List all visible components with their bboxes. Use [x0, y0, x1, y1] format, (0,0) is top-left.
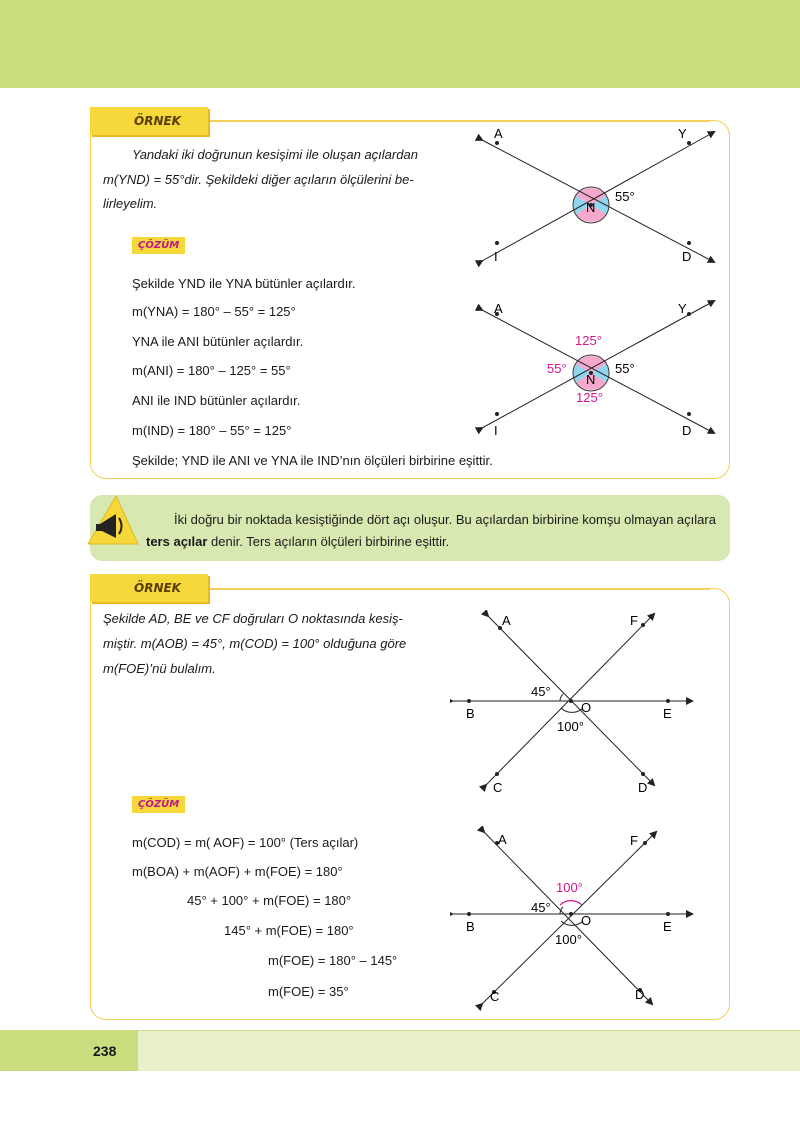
example-tab: ÖRNEK: [90, 107, 208, 135]
svg-text:125°: 125°: [576, 390, 603, 405]
three-lines-figure-solved: [450, 826, 700, 1011]
svg-text:O: O: [581, 913, 592, 928]
svg-text:I: I: [494, 423, 498, 438]
solution-line: m(IND) = 180° – 55° = 125°: [132, 423, 292, 438]
svg-text:A: A: [498, 832, 507, 847]
solution-line: m(COD) = m( AOF) = 100° (Ters açılar): [132, 835, 359, 850]
svg-text:E: E: [663, 919, 672, 934]
svg-text:N: N: [586, 372, 596, 387]
key-term: ters açılar: [146, 534, 208, 549]
point-label: A: [494, 126, 503, 141]
example-text-line: m(FOE)’nü bulalım.: [103, 661, 216, 676]
angle-label: 55°: [615, 189, 635, 204]
svg-text:B: B: [466, 706, 475, 721]
svg-text:D: D: [635, 987, 645, 1002]
intersecting-lines-figure-solved: [470, 296, 720, 446]
point-label: D: [682, 249, 692, 264]
svg-text:E: E: [663, 706, 672, 721]
svg-text:55°: 55°: [547, 361, 567, 376]
svg-text:Y: Y: [678, 301, 687, 316]
info-text: İki doğru bir noktada kesiştiğinde dört açı oluşur. Bu açılardan birbirine komşu olmayan açılara ters açılar denir. Ters açıların ölçüleri birbirine eşittir.: [146, 512, 716, 549]
svg-text:D: D: [638, 780, 648, 795]
svg-text:100°: 100°: [557, 719, 584, 734]
solution-line: m(YNA) = 180° – 55° = 125°: [132, 304, 296, 319]
solution-line: ANI ile IND bütünler açılardır.: [132, 393, 301, 408]
megaphone-icon: [86, 494, 140, 546]
point-label: N: [586, 200, 596, 215]
svg-text:45°: 45°: [531, 900, 551, 915]
point-label: I: [494, 249, 498, 264]
point-label: Y: [678, 126, 687, 141]
solution-line: m(ANI) = 180° – 125° = 55°: [132, 363, 291, 378]
svg-text:125°: 125°: [575, 333, 602, 348]
svg-text:F: F: [630, 613, 638, 628]
svg-text:C: C: [493, 780, 503, 795]
example-text-line: Şekilde AD, BE ve CF doğruları O noktasında kesiş-: [103, 611, 403, 626]
solution-label: ÇÖZÜM: [132, 237, 185, 254]
svg-text:F: F: [630, 833, 638, 848]
solution-line: m(FOE) = 35°: [268, 984, 349, 999]
svg-text:A: A: [502, 613, 511, 628]
conclusion-line: Şekilde; YND ile ANI ve YNA ile IND’nın ölçüleri birbirine eşittir.: [132, 453, 493, 468]
page-number: 238: [93, 1043, 117, 1059]
tab-rule: [200, 588, 710, 590]
svg-text:100°: 100°: [555, 932, 582, 947]
svg-text:55°: 55°: [615, 361, 635, 376]
example-text-line: Yandaki iki doğrunun kesişimi ile oluşan açılardan: [132, 147, 418, 162]
intersecting-lines-figure: [470, 120, 720, 270]
solution-line: m(FOE) = 180° – 145°: [268, 953, 398, 968]
solution-label: ÇÖZÜM: [132, 796, 185, 813]
example-text-line: m(YND) = 55°dir. Şekildeki diğer açıların ölçülerini be-: [103, 172, 414, 187]
solution-line: YNA ile ANI bütünler açılardır.: [132, 334, 304, 349]
footer-strip: [138, 1031, 800, 1071]
svg-text:A: A: [494, 301, 503, 316]
svg-text:C: C: [490, 989, 500, 1004]
solution-line: 145° + m(FOE) = 180°: [224, 923, 354, 938]
svg-text:B: B: [466, 919, 475, 934]
example-text-line: lirleyelim.: [103, 196, 158, 211]
top-header-band: [0, 0, 800, 88]
example-tab: ÖRNEK: [90, 574, 208, 602]
svg-text:D: D: [682, 423, 692, 438]
page-number-box: [0, 1031, 138, 1071]
three-lines-figure: [450, 610, 700, 800]
svg-text:O: O: [581, 700, 592, 715]
solution-line: m(BOA) + m(AOF) + m(FOE) = 180°: [132, 864, 343, 879]
example-text-line: miştir. m(AOB) = 45°, m(COD) = 100° olduğuna göre: [103, 636, 407, 651]
svg-text:45°: 45°: [531, 684, 551, 699]
solution-line: 45° + 100° + m(FOE) = 180°: [187, 893, 352, 908]
svg-text:100°: 100°: [556, 880, 583, 895]
solution-line: Şekilde YND ile YNA bütünler açılardır.: [132, 276, 356, 291]
